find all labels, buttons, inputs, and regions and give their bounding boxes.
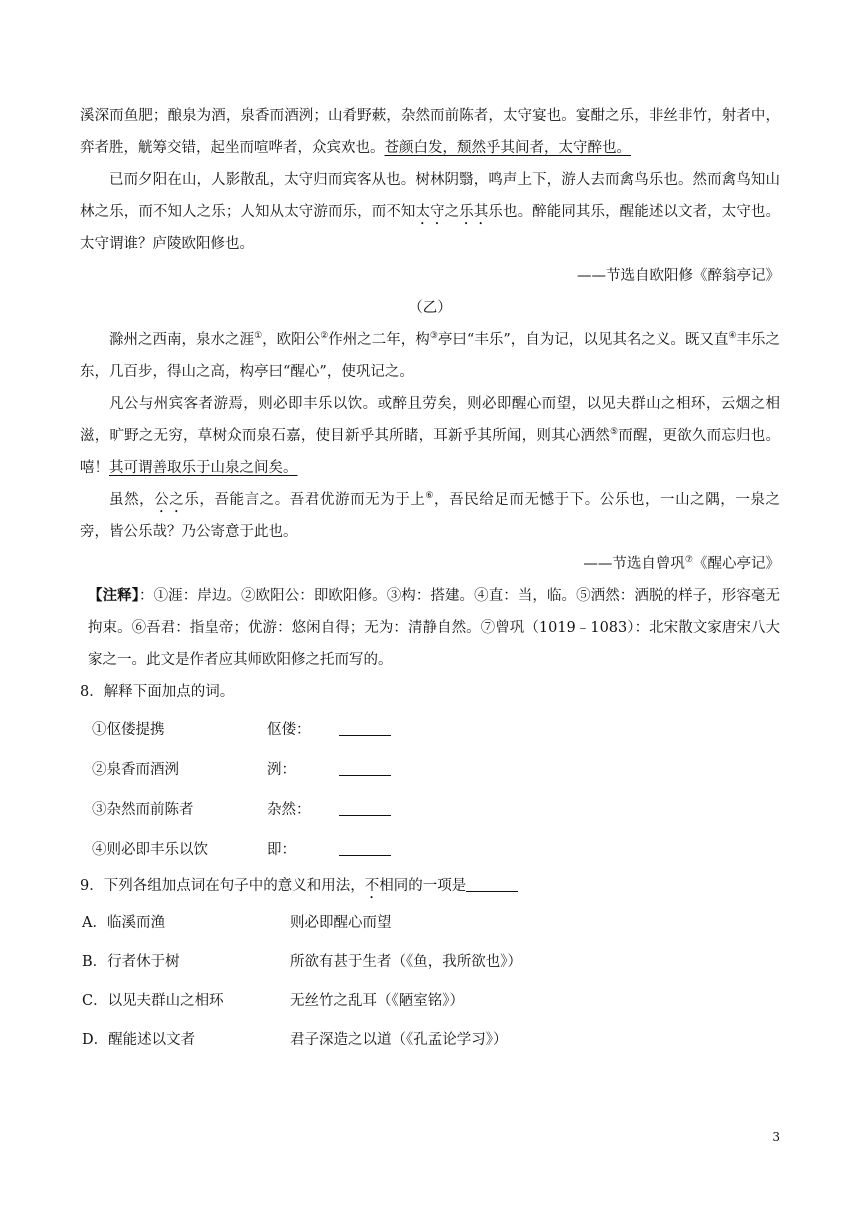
q9-option-d[interactable] [80, 1019, 780, 1058]
note-ref-4: ④ [728, 331, 737, 342]
yi-p3-a: 虽然， [109, 492, 155, 508]
yi-dotted-word: 公之 [154, 492, 185, 508]
q9-option-b[interactable] [80, 941, 780, 980]
jia-para2-text: 已而夕阳在山，人影散乱，太守归而宾客从也。树林阴翳，鸣声上下，游人去而禽鸟乐也。然而禽鸟知山林之乐，而不知人之乐；人知从太守游而乐，而不知 [80, 172, 780, 220]
q8-item-3 [80, 788, 780, 828]
q8-word-3: 杂然： [267, 801, 311, 818]
yi-p3-c: ，吾民给足而无憾于下。公乐也，一山之隅，一泉之旁，皆公乐哉？乃公寄意于此也。 [80, 492, 781, 540]
note-ref-3: ③ [429, 331, 438, 342]
jia-dotted-word-2: 乐其 [459, 204, 489, 220]
q9-dotted-word: 不 [364, 878, 380, 894]
yi-source [80, 548, 780, 580]
jia-line1: 溪深而鱼肥；酿泉为酒，泉香而酒洌；山肴野蔌，杂然而前陈者，太守宴也。宴酣之乐，非丝非竹，射者 [80, 108, 751, 124]
passage-jia-para2 [80, 164, 780, 260]
q8-item-1 [80, 708, 780, 748]
q8-word-2: 洌： [267, 761, 296, 778]
q8-answer-blank-1[interactable] [339, 721, 391, 736]
yi-p1-e: 丰乐之东，几百步，得山之高，构亭曰“醒心”，使巩记之。 [80, 332, 780, 380]
q9-option-d-right: 君子深造之以道（《孔孟论学习》） [290, 1032, 508, 1048]
note-ref-7: ⑦ [684, 555, 693, 566]
page-number: 3 [772, 1130, 780, 1144]
jia-para2-end: 乐也。醉能同其乐，醒能述以文者，太守也。太守谓谁？庐陵欧阳修也。 [80, 204, 781, 252]
yi-source-a: ——节选自曾巩 [583, 556, 685, 572]
q8-phrase-1-text: ①伛偻提携 [92, 721, 165, 738]
q9-answer-blank[interactable] [466, 877, 518, 892]
note-ref-5: ⑤ [609, 427, 619, 438]
note-ref-2: ② [320, 331, 329, 342]
q9-option-d-left: D．醒能述以文者 [82, 1032, 196, 1048]
passage-jia [80, 100, 780, 1058]
q8-stem: 8．解释下面加点的词。 [80, 684, 235, 700]
q9-option-c[interactable] [80, 980, 780, 1019]
q8-word-4: 即： [267, 841, 296, 858]
q8-item-4 [80, 828, 780, 868]
jia-line2: 中，弈者胜，觥筹交错，起坐而喧哗者，众宾欢也。 [80, 108, 781, 156]
q9-stem-b: 相同的一项是 [379, 878, 467, 894]
jia-dotted-word: 太守 [415, 204, 445, 220]
notes-body: ：①涯：岸边。②欧阳公：即欧阳修。③构：搭建。④直：当，临。⑤洒然：洒脱的样子，形容毫无拘束。⑥吾君：指皇帝；优游：悠闲自得；无为：清静自然。⑦曾巩（1019﹣1083）：北宋散文家唐宋八大家之一。此文是作者应其师欧阳修之托而写的。 [88, 588, 781, 668]
yi-p2-b: 而醒，更欲久而忘归也。嘻！ [80, 428, 780, 476]
yi-underlined-sentence: 其可谓善取乐于山泉之间矣。 [109, 460, 298, 476]
q9-option-c-left: C．以见夫群山之相环 [82, 993, 224, 1009]
jia-source: ——节选自欧阳修《醉翁亭记》 [577, 268, 780, 284]
q9-option-a-right: 则必即醒心而望 [290, 915, 392, 931]
q9-stem-a: 9．下列各组加点词在句子中的意义和用法， [80, 878, 365, 894]
q8-word-1: 伛偻： [267, 721, 311, 738]
passage-yi-para2 [80, 388, 780, 484]
q8-phrase-2: ②泉香而酒洌 [92, 761, 179, 778]
q9-option-b-left: B．行者休于树 [82, 954, 180, 970]
notes-label: 【注释】 [88, 587, 140, 604]
q8-phrase-1 [92, 718, 267, 739]
passage-jia-para1 [80, 100, 780, 164]
note-ref-6: ⑥ [425, 491, 435, 502]
yi-p1-c: 作州之二年，构 [328, 332, 430, 348]
yi-p3-b: 乐，吾能言之。吾君优游而无为于上 [184, 492, 426, 508]
yi-p2-a: 凡公与州宾客者游焉，则必即丰乐以饮。或醉且劳矣，则必即醒心而望，以见夫群山之相环，云烟之相滋，旷野之无穷，草树众而泉石嘉，使目新乎其所睹，耳新乎其所闻，则其心洒然 [80, 396, 780, 444]
passage-yi-para1 [80, 324, 780, 388]
notes [80, 580, 780, 676]
q8-item-2 [80, 748, 780, 788]
q8-phrase-4: ④则必即丰乐以饮 [92, 841, 208, 858]
yi-p1-b: ，欧阳公 [262, 332, 321, 348]
jia-underlined-sentence: 苍颜白发，颓然乎其间者，太守醉也。 [384, 140, 631, 156]
q9-stem [80, 870, 780, 902]
yi-source-b: 《醒心亭记》 [693, 556, 780, 572]
yi-p1-a: 滁州之西南，泉水之涯 [109, 332, 255, 348]
yi-title: （乙） [408, 300, 452, 316]
passage-yi-para3 [80, 484, 780, 548]
q8-items [80, 708, 780, 868]
q8-phrase-3: ③杂然而前陈者 [92, 801, 194, 818]
yi-p1-d: 亭曰“丰乐”，自为记，以见其名之义。既又直 [437, 332, 729, 348]
q9-option-a[interactable] [80, 902, 780, 941]
q9-option-c-right: 无丝竹之乱耳（《陋室铭》） [290, 993, 464, 1009]
q9-option-b-right: 所欲有甚于生者（《鱼，我所欲也》） [290, 954, 522, 970]
note-ref-1: ① [254, 331, 263, 342]
q9-option-a-left: A．临溪而渔 [82, 915, 165, 931]
q9-options [80, 902, 780, 1058]
q8-answer-blank-4[interactable] [339, 841, 391, 856]
q8-answer-blank-3[interactable] [339, 801, 391, 816]
q8-answer-blank-2[interactable] [339, 761, 391, 776]
jia-para2-mid: 之 [444, 204, 460, 220]
